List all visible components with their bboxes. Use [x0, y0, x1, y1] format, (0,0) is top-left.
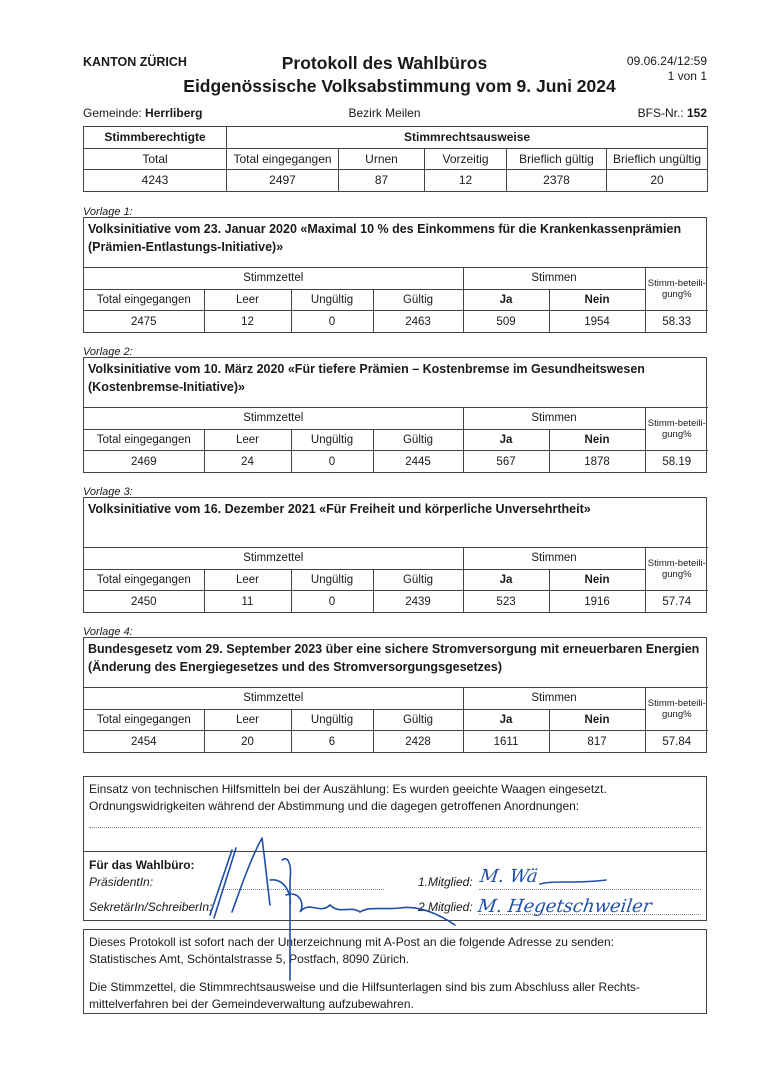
header-beteiligung: Stimm-beteili-gung% [645, 688, 708, 731]
vorlage-title: Volksinitiative vom 23. Januar 2020 «Maximal 10 % des Einkommens für die Krankenkassenprämien (Prämien-Entlastungs-Initiative)» [88, 222, 682, 254]
value-cell: 20 [204, 731, 291, 753]
column-header: Gültig [373, 429, 463, 451]
column-header: Ungültig [291, 569, 373, 591]
value-cell: 1954 [549, 311, 645, 333]
remarks-line-1: Einsatz von technischen Hilfsmitteln bei der Auszählung: Es wurden geeichte Waagen eingesetzt. [89, 782, 607, 796]
vorlage-label: Vorlage 4: [83, 626, 133, 638]
vorlage-label: Vorlage 3: [83, 486, 133, 498]
header-stimmberechtigte: Stimmberechtigte [84, 127, 227, 149]
column-header: Leer [204, 289, 291, 311]
value-cell: 1916 [549, 591, 645, 613]
secretary-label: SekretärIn/SchreiberIn: [89, 900, 213, 914]
column-header: Ungültig [291, 709, 373, 731]
summary-header-cell: Total [84, 148, 227, 170]
summary-value-cell: 2497 [227, 170, 339, 192]
column-header: Total eingegangen [84, 709, 204, 731]
value-cell: 2475 [84, 311, 204, 333]
header-stimmen: Stimmen [463, 268, 645, 290]
value-cell: 567 [463, 451, 549, 473]
header-stimmen: Stimmen [463, 408, 645, 430]
value-cell: 57.74 [645, 591, 708, 613]
page-number: 1 von 1 [667, 69, 707, 83]
column-header: Total eingegangen [84, 429, 204, 451]
summary-value-cell: 87 [339, 170, 425, 192]
value-cell: 2428 [373, 731, 463, 753]
footer-line-1: Dieses Protokoll ist sofort nach der Unterzeichnung mit A-Post an die folgende Adresse zu senden: [89, 935, 614, 949]
header-beteiligung: Stimm-beteili-gung% [645, 548, 708, 591]
column-header: Nein [549, 429, 645, 451]
signatures-heading: Für das Wahlbüro: [89, 858, 195, 872]
summary-value-cell: 4243 [84, 170, 227, 192]
gemeinde-label: Gemeinde: [83, 106, 142, 120]
value-cell: 2454 [84, 731, 204, 753]
value-cell: 509 [463, 311, 549, 333]
column-header: Total eingegangen [84, 289, 204, 311]
header-stimmen: Stimmen [463, 688, 645, 710]
summary-value-cell: 20 [607, 170, 708, 192]
vorlage-title: Bundesgesetz vom 29. September 2023 über eine sichere Stromversorgung mit erneuerbaren Energien (Änderung des Energiegesetzes und des Stromversorgungsgesetzes) [88, 642, 700, 674]
summary-value-cell: 12 [425, 170, 507, 192]
column-header: Ungültig [291, 429, 373, 451]
value-cell: 817 [549, 731, 645, 753]
footer-line-3: Die Stimmzettel, die Stimmrechtsausweise und die Hilfsunterlagen sind bis zum Abschluss aller Rechts- [89, 980, 640, 994]
column-header: Ja [463, 429, 549, 451]
member1-signature: M. Wä [478, 866, 540, 887]
value-cell: 2450 [84, 591, 204, 613]
vorlage-label: Vorlage 1: [83, 206, 133, 218]
value-cell: 24 [204, 451, 291, 473]
timestamp: 09.06.24/12:59 [626, 54, 707, 68]
header-stimmen: Stimmen [463, 548, 645, 570]
bfs-label: BFS-Nr.: [637, 106, 684, 120]
header-stimmzettel: Stimmzettel [84, 268, 463, 290]
vorlage-title: Volksinitiative vom 10. März 2020 «Für tiefere Prämien – Kostenbremse im Gesundheitswesen (Kostenbremse-Initiative)» [88, 362, 645, 394]
summary-header-cell: Urnen [339, 148, 425, 170]
footer-line-4: mittelverfahren bei der Gemeindeverwaltung aufzubewahren. [89, 997, 414, 1011]
value-cell: 2445 [373, 451, 463, 473]
value-cell: 6 [291, 731, 373, 753]
value-cell: 12 [204, 311, 291, 333]
canton-name: KANTON ZÜRICH [83, 55, 187, 69]
value-cell: 0 [291, 451, 373, 473]
member1-label: 1.Mitglied: [418, 875, 473, 889]
president-label: PräsidentIn: [89, 875, 154, 889]
column-header: Nein [549, 709, 645, 731]
summary-value-cell: 2378 [507, 170, 607, 192]
header-stimmzettel: Stimmzettel [84, 688, 463, 710]
header-beteiligung: Stimm-beteili-gung% [645, 408, 708, 451]
summary-header-cell: Brieflich gültig [507, 148, 607, 170]
column-header: Total eingegangen [84, 569, 204, 591]
header-beteiligung: Stimm-beteili-gung% [645, 268, 708, 311]
header-stimmzettel: Stimmzettel [84, 408, 463, 430]
secretary-signature [286, 894, 455, 925]
value-cell: 58.33 [645, 311, 708, 333]
summary-header-cell: Total eingegangen [227, 148, 339, 170]
footer-line-2: Statistisches Amt, Schöntalstrasse 5, Postfach, 8090 Zürich. [89, 952, 410, 966]
value-cell: 0 [291, 311, 373, 333]
value-cell: 2439 [373, 591, 463, 613]
column-header: Ja [463, 289, 549, 311]
column-header: Gültig [373, 569, 463, 591]
member2-signature: M. Hegetschweiler [476, 896, 653, 917]
value-cell: 57.84 [645, 731, 708, 753]
column-header: Gültig [373, 289, 463, 311]
document-title: Protokoll des Wahlbüros [281, 53, 488, 73]
value-cell: 0 [291, 591, 373, 613]
column-header: Ja [463, 569, 549, 591]
summary-header-cell: Vorzeitig [425, 148, 507, 170]
value-cell: 1611 [463, 731, 549, 753]
value-cell: 58.19 [645, 451, 708, 473]
document-subtitle: Eidgenössische Volksabstimmung vom 9. Juni 2024 [183, 76, 616, 96]
column-header: Leer [204, 429, 291, 451]
value-cell: 2469 [84, 451, 204, 473]
column-header: Leer [204, 569, 291, 591]
value-cell: 11 [204, 591, 291, 613]
header-stimmrechtsausweise: Stimmrechtsausweise [227, 127, 708, 149]
president-signature [210, 838, 291, 980]
remarks-line-2: Ordnungswidrigkeiten während der Abstimmung und die dagegen getroffenen Anordnungen: [89, 799, 580, 813]
column-header: Ungültig [291, 289, 373, 311]
column-header: Ja [463, 709, 549, 731]
column-header: Gültig [373, 709, 463, 731]
bezirk: Bezirk Meilen [348, 106, 421, 120]
column-header: Nein [549, 569, 645, 591]
gemeinde-value: Herrliberg [145, 106, 203, 120]
column-header: Leer [204, 709, 291, 731]
summary-header-cell: Brieflich ungültig [607, 148, 708, 170]
value-cell: 1878 [549, 451, 645, 473]
vorlage-title: Volksinitiative vom 16. Dezember 2021 «Für Freiheit und körperliche Unversehrtheit» [88, 502, 591, 516]
member2-label: 2.Mitglied: [418, 900, 473, 914]
column-header: Nein [549, 289, 645, 311]
header-stimmzettel: Stimmzettel [84, 548, 463, 570]
vorlage-label: Vorlage 2: [83, 346, 133, 358]
bfs-value: 152 [686, 106, 707, 120]
value-cell: 523 [463, 591, 549, 613]
value-cell: 2463 [373, 311, 463, 333]
member1-signature-flourish [540, 880, 606, 884]
